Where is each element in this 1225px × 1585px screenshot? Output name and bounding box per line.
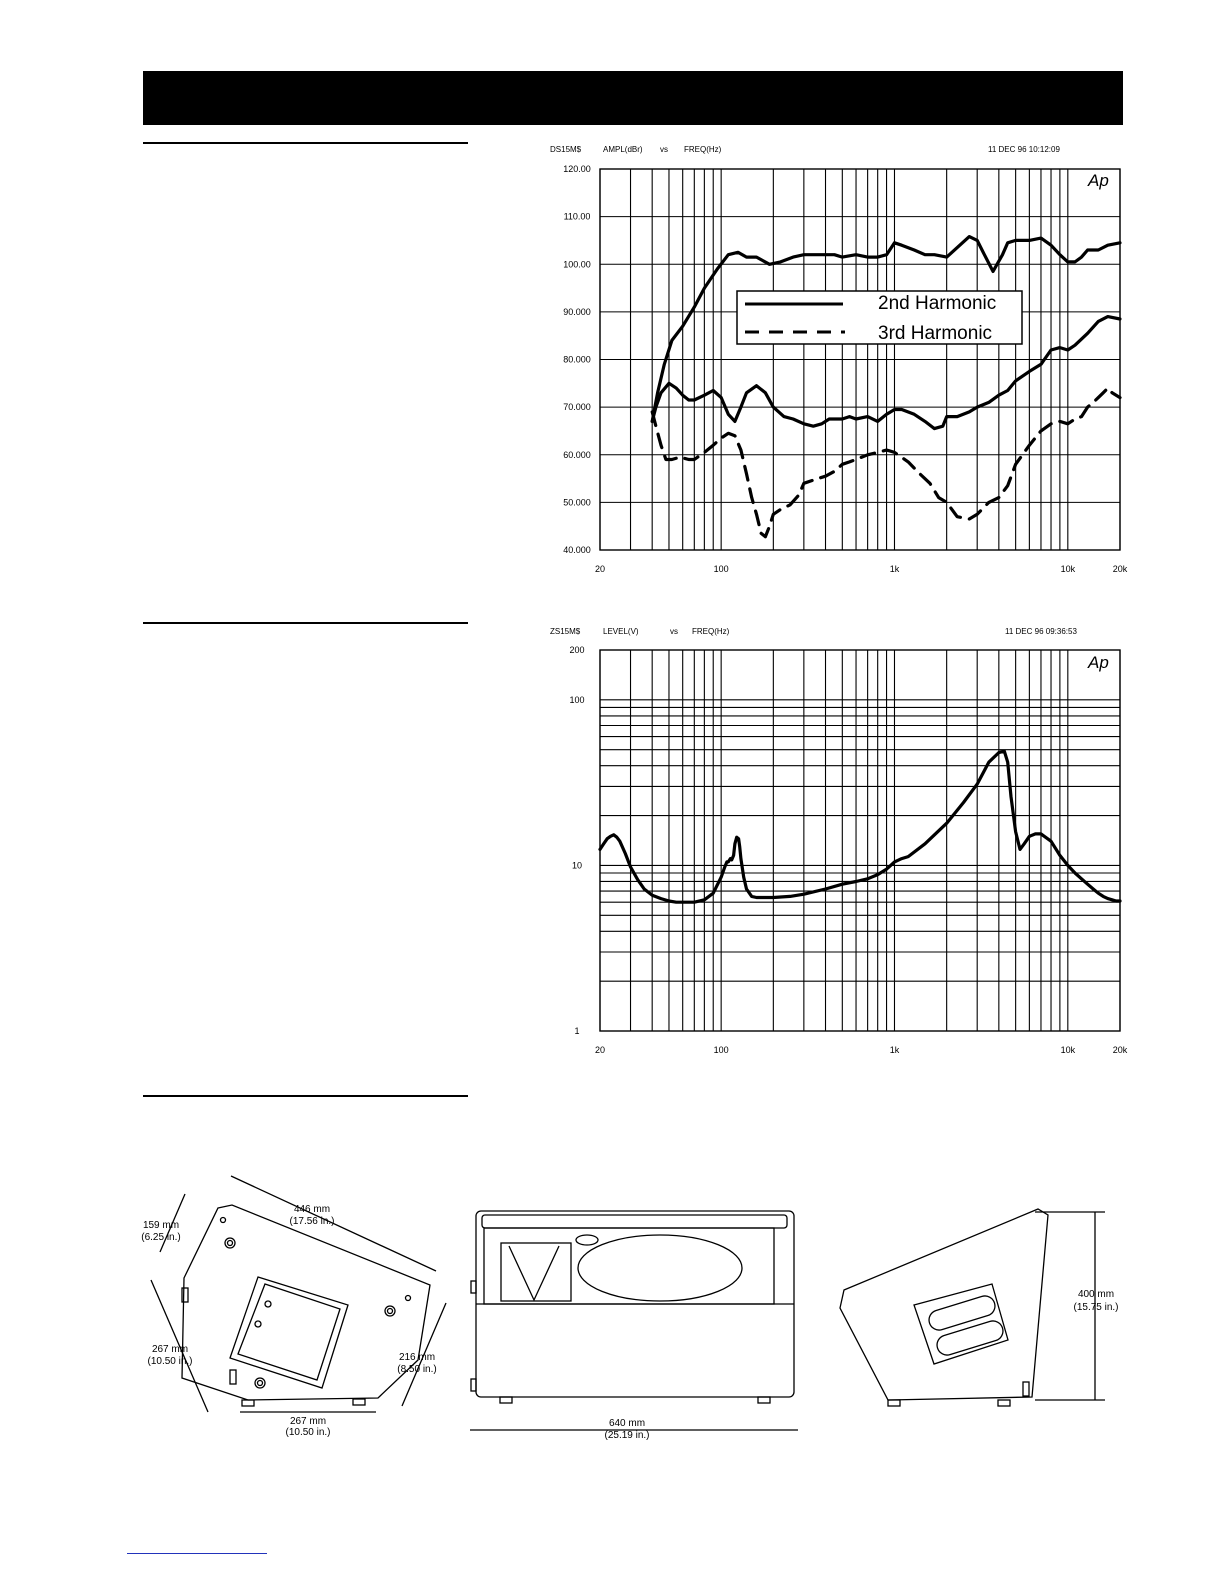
dim-top-in: (17.56 in.): [289, 1216, 335, 1227]
dim-back-mm: 267 mm: [151, 1344, 189, 1355]
header-bar: [143, 71, 1123, 125]
dim-height-mm: 400 mm: [1077, 1289, 1115, 1300]
x-tick-label: 20k: [1112, 1045, 1128, 1055]
section-rule-1: [143, 142, 468, 144]
chart-legend: [737, 291, 1022, 344]
x-tick-label: 100: [713, 564, 729, 574]
y-tick-label: 200: [569, 645, 585, 655]
dimension-drawings: [130, 1160, 1130, 1450]
front-view: [470, 1211, 798, 1430]
dim-front-in: (6.25 in.): [141, 1232, 181, 1243]
x-tick-label: 20k: [1112, 564, 1128, 574]
chart-grid: [600, 650, 1120, 1031]
dim-top-mm: 446 mm: [293, 1204, 331, 1215]
y-tick-label: 60.000: [563, 449, 591, 460]
woofer: [578, 1235, 742, 1301]
legend-label-3rd: 3rd Harmonic: [878, 323, 993, 344]
y-tick-label: 80.000: [563, 354, 591, 365]
chart-timestamp: 11 DEC 96 10:12:09: [988, 145, 1060, 154]
impedance-chart: [540, 620, 1130, 1060]
x-tick-label: 1k: [889, 1045, 900, 1055]
dim-right-in: (8.50 in.): [397, 1364, 437, 1375]
section-rule-3: [143, 1095, 468, 1097]
chart-ticks: [563, 164, 1128, 574]
dim-back-in: (10.50 in.): [147, 1356, 193, 1367]
dim-front-mm: 159 mm: [142, 1220, 180, 1231]
y-tick-label: 50.000: [563, 497, 591, 508]
ap-badge: Ap: [1088, 653, 1109, 672]
dim-right-mm: 216 mm: [398, 1352, 436, 1363]
chart-grid: [600, 169, 1120, 550]
section-rule-2: [143, 622, 468, 624]
ap-badge: Ap: [1088, 171, 1109, 190]
side-view-right: [840, 1209, 1105, 1406]
y-tick-label: 100: [569, 694, 585, 705]
x-tick-label: 20: [594, 1045, 606, 1055]
x-tick-label: 20: [594, 564, 606, 574]
chart-x-quantity: FREQ(Hz): [684, 145, 722, 154]
drawings-svg: [130, 1160, 1130, 1450]
x-tick-label: 100: [713, 1045, 729, 1055]
series-line-1: [600, 751, 1120, 902]
front-view-baffle: [484, 1228, 774, 1304]
harmonic-distortion-chart: [540, 140, 1130, 580]
side-view-left-outline: [182, 1205, 430, 1400]
dim-height-in: (15.75 in.): [1073, 1302, 1119, 1313]
side-view-right-outline: [840, 1209, 1048, 1400]
dim-bottom-mm: 267 mm: [289, 1416, 327, 1427]
x-tick-label: 10k: [1060, 1045, 1076, 1055]
chart-timestamp: 11 DEC 96 09:36:53: [1005, 627, 1077, 636]
y-tick-label: 110.00: [563, 211, 591, 222]
chart-vs: vs: [660, 145, 668, 154]
y-tick-label: 40.000: [563, 545, 591, 555]
dim-width-mm: 640 mm: [608, 1418, 646, 1429]
x-tick-label: 10k: [1060, 564, 1076, 574]
y-tick-label: 70.000: [563, 402, 591, 413]
side-view-right-dimensions: [1073, 1289, 1118, 1313]
impedance-plot: [540, 620, 1130, 1060]
chart-x-quantity: FREQ(Hz): [692, 627, 730, 636]
y-tick-label: 100.00: [563, 259, 591, 270]
y-tick-label: 120.00: [563, 164, 591, 174]
dim-bottom-in: (10.50 in.): [285, 1427, 331, 1438]
legend-label-2nd: 2nd Harmonic: [878, 293, 997, 314]
chart-trace-name: ZS15M$: [550, 627, 581, 636]
dim-width-in: (25.19 in.): [604, 1430, 650, 1441]
chart-trace-name: DS15M$: [550, 145, 582, 154]
y-tick-label: 10: [571, 860, 583, 871]
chart-vs: vs: [670, 627, 678, 636]
x-tick-label: 1k: [889, 564, 900, 574]
footer-link[interactable]: [127, 1553, 267, 1554]
chart-ticks: [569, 645, 1127, 1055]
side-view-left-dimensions: [141, 1204, 436, 1438]
chart-y-quantity: LEVEL(V): [603, 627, 639, 636]
harmonic-distortion-plot: [540, 140, 1130, 580]
chart-y-quantity: AMPL(dBr): [603, 145, 643, 154]
y-tick-label: 1: [574, 1026, 580, 1036]
chart-series: [600, 751, 1120, 902]
front-view-dimensions: [604, 1418, 649, 1441]
y-tick-label: 90.000: [563, 306, 591, 317]
